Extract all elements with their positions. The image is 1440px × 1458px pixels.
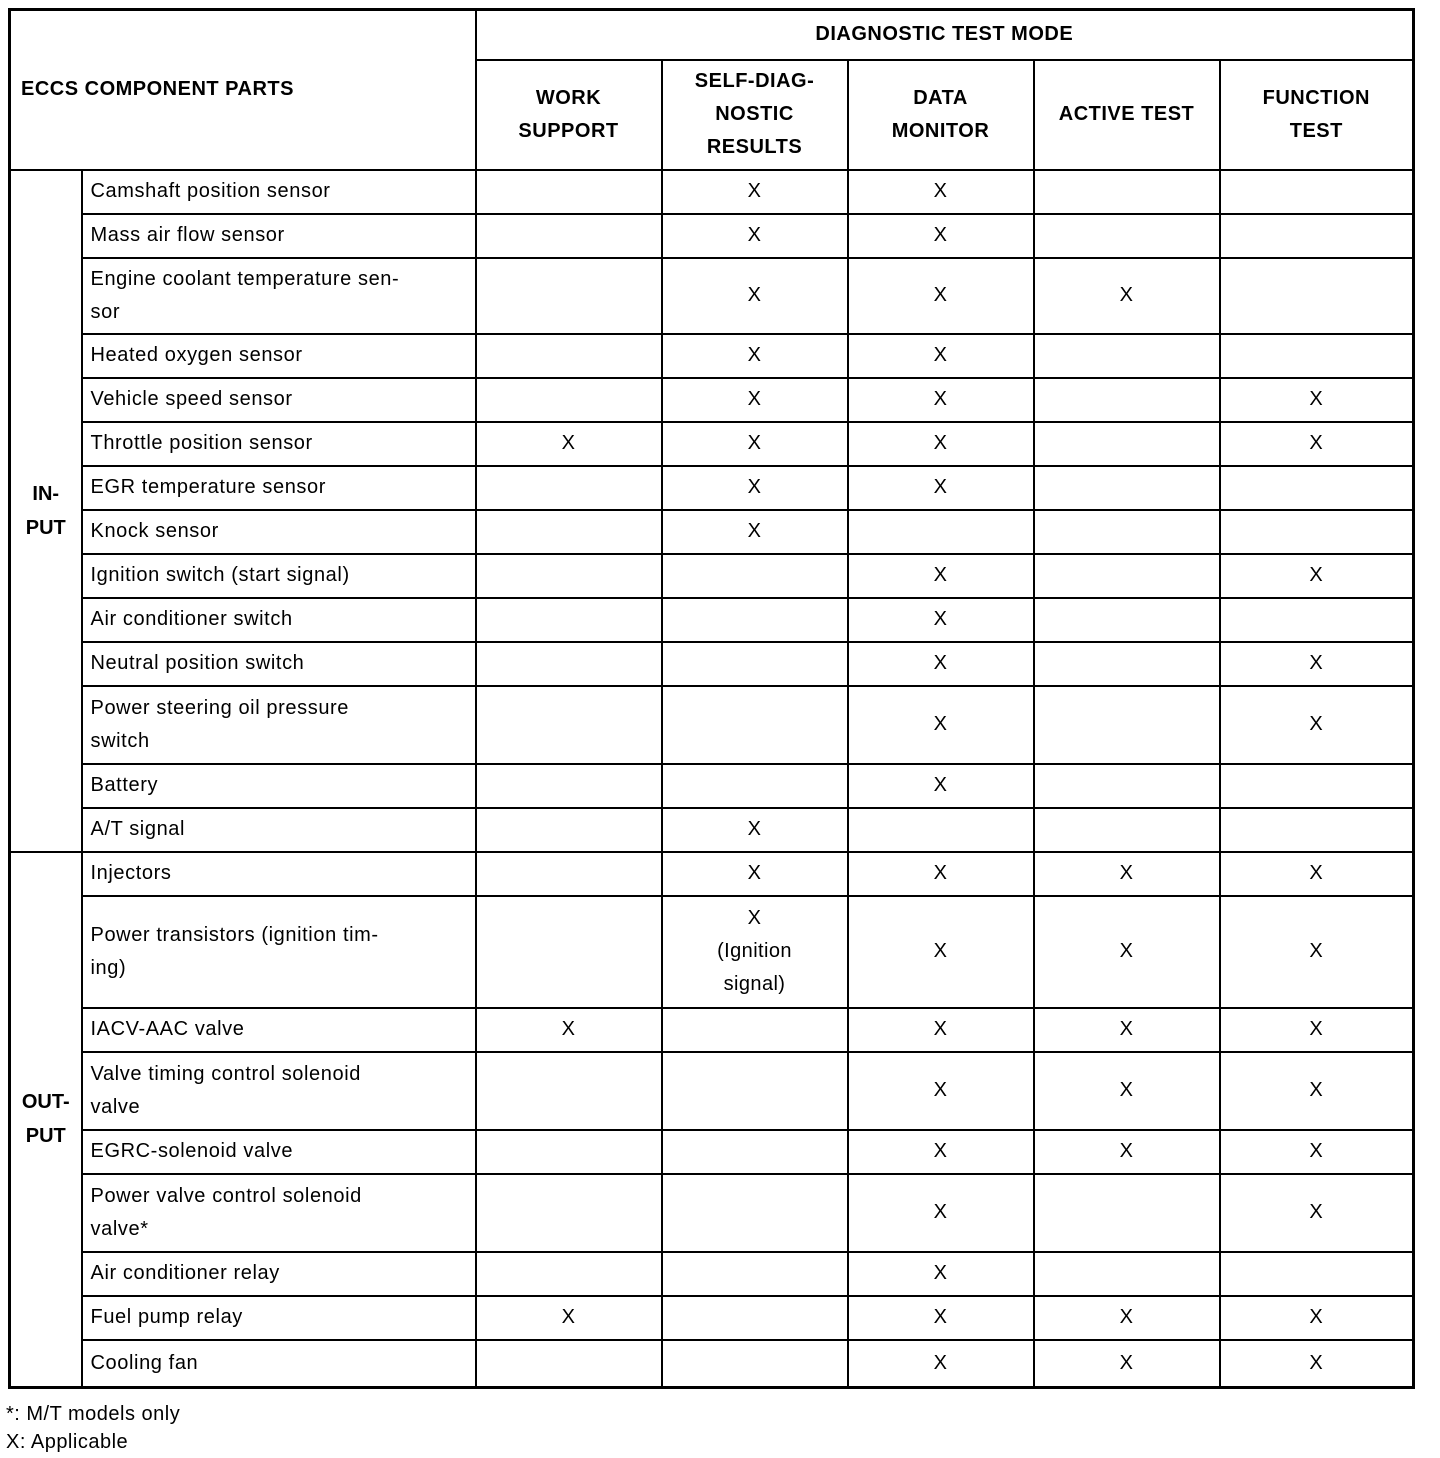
component-name — [82, 1130, 476, 1174]
table-row — [10, 466, 1414, 510]
table-row — [10, 334, 1414, 378]
mark-cell-active-test — [1034, 378, 1220, 422]
applicable-mark: X — [747, 432, 762, 454]
applicable-mark: X — [1119, 1018, 1134, 1040]
applicable-mark: X — [933, 476, 948, 498]
mark-cell-active-test — [1034, 258, 1220, 334]
applicable-mark: signal) — [723, 973, 786, 995]
mark-cell-function-test — [1220, 1008, 1414, 1052]
applicable-mark: X — [1309, 862, 1324, 884]
applicable-mark: X — [1309, 713, 1324, 735]
applicable-mark: X — [933, 224, 948, 246]
mark-cell-self-diagnostic-results — [662, 510, 848, 554]
mode-header-self-diagnostic-results — [662, 60, 848, 170]
mark-cell-function-test — [1220, 686, 1414, 764]
mark-cell-function-test — [1220, 896, 1414, 1008]
mark-cell-work-support — [476, 764, 662, 808]
mark-cell-work-support — [476, 214, 662, 258]
component-name-line: Vehicle speed sensor — [90, 388, 293, 410]
mark-cell-self-diagnostic-results — [662, 598, 848, 642]
mark-cell-active-test — [1034, 642, 1220, 686]
diagnostic-test-mode-header: DIAGNOSTIC TEST MODE — [476, 10, 1414, 60]
component-name-line: Camshaft position sensor — [90, 180, 331, 202]
applicable-mark: X — [933, 713, 948, 735]
component-name — [82, 334, 476, 378]
mark-cell-work-support — [476, 378, 662, 422]
applicable-mark: X — [747, 907, 762, 929]
mark-cell-self-diagnostic-results — [662, 258, 848, 334]
mark-cell-active-test — [1034, 598, 1220, 642]
mark-cell-function-test — [1220, 1296, 1414, 1340]
mark-cell-work-support — [476, 1008, 662, 1052]
applicable-mark: X — [933, 1079, 948, 1101]
applicable-mark: X — [933, 1351, 948, 1374]
mark-cell-self-diagnostic-results — [662, 896, 848, 1008]
mark-cell-self-diagnostic-results — [662, 808, 848, 852]
mode-header-line: RESULTS — [706, 136, 803, 158]
mark-cell-data-monitor — [848, 1130, 1034, 1174]
applicable-mark: X — [1309, 1140, 1324, 1162]
applicable-mark: X — [561, 1306, 576, 1328]
table-row — [10, 510, 1414, 554]
mark-cell-function-test — [1220, 1174, 1414, 1252]
component-name — [82, 764, 476, 808]
table-row — [10, 1008, 1414, 1052]
component-name — [82, 554, 476, 598]
applicable-mark: X — [933, 284, 948, 306]
component-name-line: ing) — [90, 956, 127, 979]
mode-header-line: SELF-DIAG- — [694, 70, 815, 92]
mark-cell-function-test — [1220, 258, 1414, 334]
mode-header-line: NOSTIC — [715, 103, 794, 125]
component-name — [82, 852, 476, 896]
mark-cell-function-test — [1220, 554, 1414, 598]
applicable-mark: X — [1119, 1351, 1134, 1374]
component-name-line: Air conditioner switch — [90, 608, 293, 630]
component-name — [82, 422, 476, 466]
mark-cell-function-test — [1220, 334, 1414, 378]
applicable-mark: X — [1309, 1018, 1324, 1040]
table-row — [10, 554, 1414, 598]
input-group-label — [10, 170, 82, 852]
applicable-mark: X — [1309, 652, 1324, 674]
mark-cell-self-diagnostic-results — [662, 1008, 848, 1052]
component-name-line: Valve timing control solenoid — [90, 1062, 361, 1085]
mark-cell-data-monitor — [848, 1008, 1034, 1052]
mark-cell-work-support — [476, 1252, 662, 1296]
component-name-line: EGR temperature sensor — [90, 476, 327, 498]
mode-header-function-test — [1220, 60, 1414, 170]
mark-cell-self-diagnostic-results — [662, 378, 848, 422]
mark-cell-function-test — [1220, 1052, 1414, 1130]
mark-cell-work-support — [476, 554, 662, 598]
component-name — [82, 808, 476, 852]
applicable-mark: X — [1119, 940, 1134, 962]
applicable-mark: X — [747, 862, 762, 884]
mode-header-line: FUNCTION — [1262, 86, 1370, 109]
applicable-mark: X — [1309, 1306, 1324, 1328]
mark-cell-active-test — [1034, 1252, 1220, 1296]
mark-cell-self-diagnostic-results — [662, 422, 848, 466]
mark-cell-data-monitor — [848, 598, 1034, 642]
component-name-line: Power valve control solenoid — [90, 1184, 362, 1207]
component-name-line: A/T signal — [90, 818, 186, 840]
group-label-line: PUT — [25, 1125, 66, 1148]
applicable-mark: X — [747, 284, 762, 306]
mode-header-work-support — [476, 60, 662, 170]
applicable-mark: X — [933, 388, 948, 410]
mark-cell-work-support — [476, 1340, 662, 1388]
component-name — [82, 510, 476, 554]
mark-cell-work-support — [476, 170, 662, 214]
applicable-mark: X — [747, 180, 762, 202]
mark-cell-active-test — [1034, 764, 1220, 808]
mark-cell-active-test — [1034, 808, 1220, 852]
mark-cell-self-diagnostic-results — [662, 1174, 848, 1252]
mark-cell-work-support — [476, 258, 662, 334]
table-row — [10, 214, 1414, 258]
component-name — [82, 1052, 476, 1130]
mark-cell-data-monitor — [848, 1340, 1034, 1388]
component-name — [82, 258, 476, 334]
mark-cell-work-support — [476, 808, 662, 852]
applicable-mark: X — [933, 1306, 948, 1328]
table-row — [10, 1340, 1414, 1388]
component-name — [82, 642, 476, 686]
applicable-mark: X — [747, 818, 762, 840]
component-name-line: EGRC-solenoid valve — [90, 1140, 294, 1162]
component-name-line: IACV-AAC valve — [90, 1018, 245, 1040]
applicable-mark: X — [1309, 388, 1324, 410]
table-row — [10, 686, 1414, 764]
table-row — [10, 1296, 1414, 1340]
component-name — [82, 466, 476, 510]
mark-cell-work-support — [476, 1052, 662, 1130]
mark-cell-work-support — [476, 1296, 662, 1340]
applicable-mark: X — [1309, 1351, 1324, 1374]
applicable-mark: X — [933, 564, 948, 586]
mark-cell-active-test — [1034, 896, 1220, 1008]
applicable-mark: X — [1309, 940, 1324, 962]
applicable-mark: X — [1119, 1306, 1134, 1328]
mark-cell-work-support — [476, 334, 662, 378]
output-group-label — [10, 852, 82, 1388]
mode-header-data-monitor — [848, 60, 1034, 170]
applicable-mark: X — [933, 862, 948, 884]
eccs-diagnostic-table — [8, 8, 1415, 1389]
mark-cell-active-test — [1034, 686, 1220, 764]
applicable-mark: X — [933, 1140, 948, 1162]
mark-cell-data-monitor — [848, 214, 1034, 258]
mark-cell-active-test — [1034, 170, 1220, 214]
mark-cell-data-monitor — [848, 1252, 1034, 1296]
mark-cell-self-diagnostic-results — [662, 1252, 848, 1296]
mode-header-line: ACTIVE TEST — [1058, 103, 1195, 125]
mark-cell-active-test — [1034, 422, 1220, 466]
mark-cell-data-monitor — [848, 466, 1034, 510]
mark-cell-function-test — [1220, 170, 1414, 214]
mark-cell-active-test — [1034, 1052, 1220, 1130]
footnote-mt-models: *: M/T models only — [6, 1403, 181, 1425]
mark-cell-active-test — [1034, 466, 1220, 510]
component-name — [82, 896, 476, 1008]
mark-cell-self-diagnostic-results — [662, 642, 848, 686]
mark-cell-work-support — [476, 422, 662, 466]
applicable-mark: X — [933, 652, 948, 674]
mark-cell-active-test — [1034, 334, 1220, 378]
group-label-line: IN- — [32, 482, 60, 505]
applicable-mark: X — [933, 1262, 948, 1284]
mark-cell-function-test — [1220, 764, 1414, 808]
applicable-mark: X — [933, 432, 948, 454]
applicable-mark: X — [933, 344, 948, 366]
mark-cell-active-test — [1034, 510, 1220, 554]
component-name-line: Air conditioner relay — [90, 1262, 280, 1284]
mark-cell-data-monitor — [848, 334, 1034, 378]
mark-cell-work-support — [476, 466, 662, 510]
mark-cell-data-monitor — [848, 852, 1034, 896]
mark-cell-function-test — [1220, 378, 1414, 422]
component-name-line: valve* — [90, 1217, 149, 1240]
table-row — [10, 422, 1414, 466]
table-row — [10, 808, 1414, 852]
component-name — [82, 1296, 476, 1340]
component-name-line: Ignition switch (start signal) — [90, 564, 350, 586]
component-name-line: valve — [90, 1095, 141, 1118]
mark-cell-data-monitor — [848, 686, 1034, 764]
table-row — [10, 258, 1414, 334]
footnote-applicable-legend: X: Applicable — [6, 1431, 129, 1453]
component-name-line: switch — [90, 729, 150, 752]
component-name-line: Cooling fan — [90, 1351, 199, 1374]
mark-cell-work-support — [476, 1130, 662, 1174]
applicable-mark: X — [933, 1201, 948, 1223]
mark-cell-work-support — [476, 510, 662, 554]
mark-cell-work-support — [476, 598, 662, 642]
applicable-mark: X — [561, 432, 576, 454]
component-name — [82, 1008, 476, 1052]
table-row — [10, 170, 1414, 214]
component-name-line: Throttle position sensor — [90, 432, 313, 454]
applicable-mark: X — [933, 940, 948, 962]
applicable-mark: X — [747, 224, 762, 246]
applicable-mark: X — [1309, 564, 1324, 586]
mark-cell-self-diagnostic-results — [662, 1340, 848, 1388]
mark-cell-data-monitor — [848, 808, 1034, 852]
mark-cell-active-test — [1034, 1008, 1220, 1052]
table-row — [10, 1052, 1414, 1130]
mark-cell-data-monitor — [848, 378, 1034, 422]
component-name-line: Power transistors (ignition tim- — [90, 923, 379, 946]
component-name — [82, 686, 476, 764]
mark-cell-self-diagnostic-results — [662, 466, 848, 510]
mode-header-line: DATA — [913, 86, 968, 109]
mark-cell-work-support — [476, 1174, 662, 1252]
applicable-mark: X — [1309, 1079, 1324, 1101]
mark-cell-self-diagnostic-results — [662, 1296, 848, 1340]
mark-cell-active-test — [1034, 852, 1220, 896]
mark-cell-function-test — [1220, 808, 1414, 852]
applicable-mark: X — [1309, 1201, 1324, 1223]
mark-cell-function-test — [1220, 598, 1414, 642]
mode-header-line: TEST — [1289, 119, 1343, 142]
mark-cell-active-test — [1034, 1130, 1220, 1174]
applicable-mark: X — [933, 180, 948, 202]
mark-cell-self-diagnostic-results — [662, 334, 848, 378]
mark-cell-data-monitor — [848, 170, 1034, 214]
component-name-line: sor — [90, 300, 121, 323]
mode-header-line: WORK — [535, 86, 602, 109]
applicable-mark: X — [1309, 432, 1324, 454]
component-name-line: Battery — [90, 774, 159, 796]
component-name — [82, 1174, 476, 1252]
mark-cell-active-test — [1034, 1340, 1220, 1388]
mark-cell-data-monitor — [848, 554, 1034, 598]
table-row — [10, 852, 1414, 896]
applicable-mark: X — [1119, 1140, 1134, 1162]
mode-header-line: MONITOR — [891, 119, 990, 142]
mark-cell-self-diagnostic-results — [662, 1130, 848, 1174]
mark-cell-active-test — [1034, 1174, 1220, 1252]
component-name-line: Power steering oil pressure — [90, 696, 350, 719]
mark-cell-self-diagnostic-results — [662, 170, 848, 214]
mark-cell-function-test — [1220, 510, 1414, 554]
component-name — [82, 1340, 476, 1388]
mark-cell-self-diagnostic-results — [662, 764, 848, 808]
component-name — [82, 170, 476, 214]
group-label-line: OUT- — [21, 1091, 70, 1114]
mark-cell-work-support — [476, 686, 662, 764]
group-label-line: PUT — [25, 516, 66, 539]
mark-cell-data-monitor — [848, 896, 1034, 1008]
table-row — [10, 642, 1414, 686]
mark-cell-function-test — [1220, 642, 1414, 686]
applicable-mark: X — [1119, 1079, 1134, 1101]
applicable-mark: X — [561, 1018, 576, 1040]
table-row — [10, 378, 1414, 422]
table-row — [10, 896, 1414, 1008]
component-name-line: Fuel pump relay — [90, 1306, 243, 1328]
mark-cell-self-diagnostic-results — [662, 214, 848, 258]
applicable-mark: X — [1119, 862, 1134, 884]
mark-cell-work-support — [476, 852, 662, 896]
mode-header-active-test — [1034, 60, 1220, 170]
mark-cell-data-monitor — [848, 1052, 1034, 1130]
mark-cell-function-test — [1220, 1130, 1414, 1174]
mark-cell-data-monitor — [848, 258, 1034, 334]
component-name-line: Heated oxygen sensor — [90, 344, 303, 366]
table-row — [10, 1174, 1414, 1252]
mark-cell-data-monitor — [848, 510, 1034, 554]
component-name-line: Injectors — [90, 862, 172, 884]
component-parts-header: ECCS COMPONENT PARTS — [10, 10, 476, 170]
applicable-mark: X — [747, 520, 762, 542]
component-name-line: Neutral position switch — [90, 652, 305, 674]
mark-cell-self-diagnostic-results — [662, 554, 848, 598]
component-name — [82, 378, 476, 422]
mark-cell-data-monitor — [848, 422, 1034, 466]
mark-cell-function-test — [1220, 214, 1414, 258]
applicable-mark: X — [933, 1018, 948, 1040]
applicable-mark: X — [933, 774, 948, 796]
mark-cell-function-test — [1220, 422, 1414, 466]
mark-cell-active-test — [1034, 214, 1220, 258]
mark-cell-function-test — [1220, 1252, 1414, 1296]
mark-cell-self-diagnostic-results — [662, 1052, 848, 1130]
applicable-mark: X — [747, 388, 762, 410]
mark-cell-data-monitor — [848, 764, 1034, 808]
table-row — [10, 1130, 1414, 1174]
mark-cell-function-test — [1220, 466, 1414, 510]
mark-cell-work-support — [476, 896, 662, 1008]
table-row — [10, 1252, 1414, 1296]
mark-cell-active-test — [1034, 554, 1220, 598]
table-row — [10, 764, 1414, 808]
mark-cell-data-monitor — [848, 1296, 1034, 1340]
component-name — [82, 214, 476, 258]
mark-cell-data-monitor — [848, 1174, 1034, 1252]
mark-cell-active-test — [1034, 1296, 1220, 1340]
mark-cell-work-support — [476, 642, 662, 686]
applicable-mark: X — [933, 608, 948, 630]
mark-cell-data-monitor — [848, 642, 1034, 686]
applicable-mark: X — [1119, 284, 1134, 306]
mark-cell-function-test — [1220, 852, 1414, 896]
footnotes — [6, 1400, 180, 1456]
component-name — [82, 598, 476, 642]
mark-cell-self-diagnostic-results — [662, 686, 848, 764]
component-name — [82, 1252, 476, 1296]
applicable-mark: (Ignition — [717, 940, 792, 962]
component-name-line: Knock sensor — [90, 520, 219, 542]
applicable-mark: X — [747, 476, 762, 498]
mark-cell-function-test — [1220, 1340, 1414, 1388]
component-name-line: Mass air flow sensor — [90, 224, 285, 246]
applicable-mark: X — [747, 344, 762, 366]
mode-header-line: SUPPORT — [518, 119, 619, 142]
component-name-line: Engine coolant temperature sen- — [90, 267, 400, 290]
mark-cell-self-diagnostic-results — [662, 852, 848, 896]
table-row — [10, 598, 1414, 642]
